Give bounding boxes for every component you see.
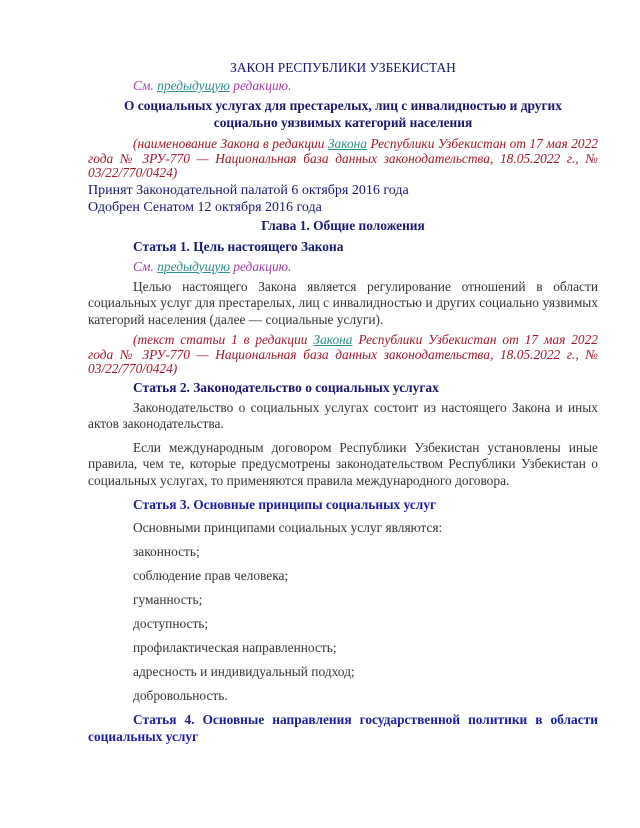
name-amendment-note xyxy=(88,137,598,181)
adopted-line: Принят Законодательной палатой 6 октября 2016 года xyxy=(88,182,409,198)
see-prefix: См. xyxy=(133,258,154,274)
article-1-title: Статья 1. Цель настоящего Закона xyxy=(133,238,344,254)
note-suffix: Республики Узбекистан от 17 мая 2022 года № ЗРУ-770 — Национальная база данных законодательства, 18.05.2022 г., № 03/22/770/0424) xyxy=(88,332,598,376)
previous-edition-link[interactable]: предыдущую xyxy=(157,258,230,274)
note-prefix: (наименование Закона в редакции xyxy=(133,136,325,151)
principle-item: доступность; xyxy=(133,616,209,631)
principle-item: добровольность. xyxy=(133,688,228,703)
chapter-heading: Глава 1. Общие положения xyxy=(261,217,425,233)
article-1-text: Целью настоящего Закона является регулирование отношений в области социальных услуг для престарелых, лиц с инвалидностью и других социально уязвимых категорий населения (далее — социальные услуги). xyxy=(88,278,598,327)
principle-item: профилактическая направленность; xyxy=(133,640,337,655)
previous-edition-link[interactable]: предыдущую xyxy=(157,78,230,93)
article-1-amendment-note xyxy=(88,333,598,377)
see-prefix: См. xyxy=(133,78,154,93)
article-3-title: Статья 3. Основные принципы социальных услуг xyxy=(133,497,437,512)
article-3-intro: Основными принципами социальных услуг являются: xyxy=(133,520,443,535)
article-2-paragraph-1: Законодательство о социальных услугах состоит из настоящего Закона и иных актов законодательства. xyxy=(88,399,598,431)
article-2-title: Статья 2. Законодательство о социальных услугах xyxy=(133,379,439,395)
see-suffix: редакцию. xyxy=(233,78,292,93)
article-4-title: Статья 4. Основные направления государственной политики в области социальных услуг xyxy=(88,712,598,744)
principle-item: адресность и индивидуальный подход; xyxy=(133,664,355,679)
approved-line: Одобрен Сенатом 12 октября 2016 года xyxy=(88,199,322,215)
article-2-paragraph-2: Если международным договором Республики Узбекистан установлены иные правила, чем те, которые предусмотрены законодательством Республики Узбекистан о социальных услугах, то применяются правила международного договора. xyxy=(88,439,598,488)
principle-item: гуманность; xyxy=(133,592,203,607)
principle-item: соблюдение прав человека; xyxy=(133,568,289,583)
see-suffix: редакцию. xyxy=(233,258,292,274)
amending-law-link[interactable]: Закона xyxy=(313,332,353,347)
note-suffix: Республики Узбекистан от 17 мая 2022 года № ЗРУ-770 — Национальная база данных законодательства, 18.05.2022 г., № 03/22/770/0424) xyxy=(88,136,598,180)
amending-law-link[interactable]: Закона xyxy=(327,136,367,151)
principle-item: законность; xyxy=(133,544,200,559)
see-previous-edition-article-1 xyxy=(133,259,598,275)
note-prefix: (текст статьи 1 в редакции xyxy=(133,332,308,347)
law-name: О социальных услугах для престарелых, лиц с инвалидностью и других социально уязвимых категорий населения xyxy=(124,98,562,130)
document-title: ЗАКОН РЕСПУБЛИКИ УЗБЕКИСТАН xyxy=(230,60,456,75)
see-previous-edition xyxy=(133,78,598,94)
